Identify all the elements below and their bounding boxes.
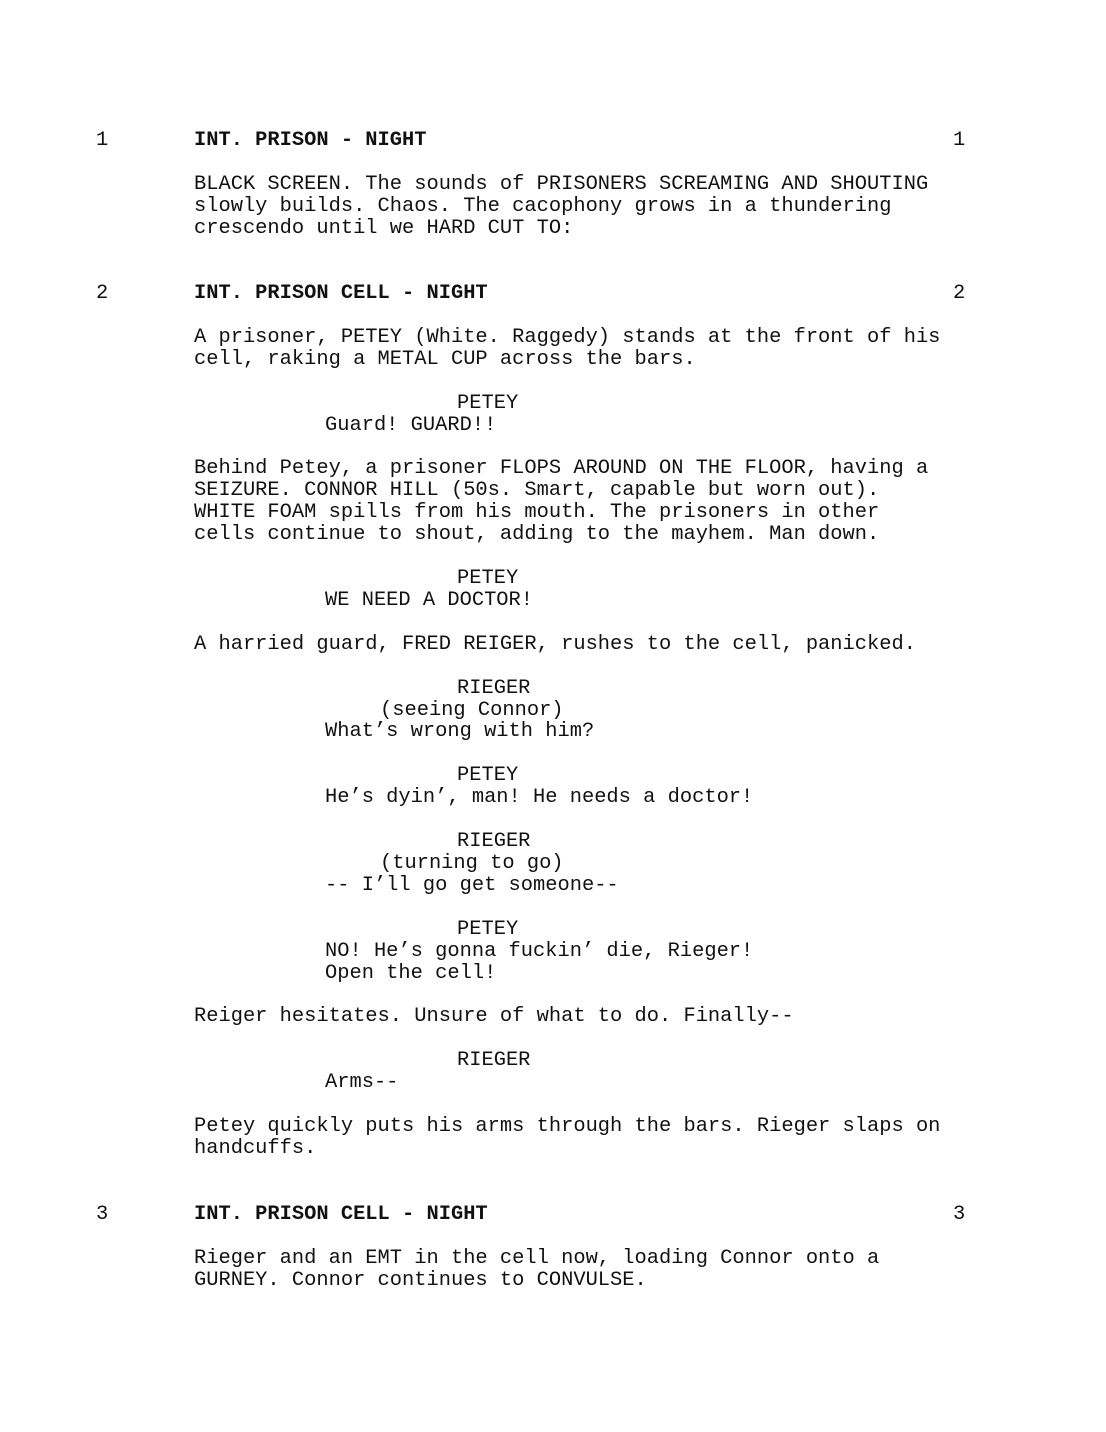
action-text: Reiger hesitates. Unsure of what to do. Finally-- (194, 1005, 794, 1028)
scene-number-left: 2 (96, 282, 109, 305)
dialogue-line: Arms-- (325, 1071, 399, 1094)
scene-number-right: 1 (953, 129, 966, 152)
dialogue-line: WE NEED A DOCTOR! (325, 589, 534, 612)
parenthetical: (turning to go) (380, 852, 564, 875)
action-text: A prisoner, PETEY (White. Raggedy) stands at the front of his cell, raking a METAL CUP across the bars. (194, 326, 941, 371)
scene-heading: INT. PRISON CELL - NIGHT (194, 282, 488, 305)
scene-heading: INT. PRISON - NIGHT (194, 129, 427, 152)
action-text: A harried guard, FRED REIGER, rushes to the cell, panicked. (194, 633, 916, 656)
action-text: BLACK SCREEN. The sounds of PRISONERS SCREAMING AND SHOUTING slowly builds. Chaos. The cacophony grows in a thundering crescendo until we HARD CUT TO: (194, 173, 929, 240)
character-name: PETEY (457, 567, 519, 590)
character-name: PETEY (457, 918, 519, 941)
character-name: RIEGER (457, 1049, 531, 1072)
character-name: PETEY (457, 392, 519, 415)
dialogue-line: -- I’ll go get someone-- (325, 874, 619, 897)
dialogue-line: What’s wrong with him? (325, 720, 595, 743)
action-text: Rieger and an EMT in the cell now, loading Connor onto a GURNEY. Connor continues to CONVULSE. (194, 1247, 880, 1292)
character-name: PETEY (457, 764, 519, 787)
action-text: Petey quickly puts his arms through the bars. Rieger slaps on handcuffs. (194, 1115, 941, 1160)
scene-number-left: 1 (96, 129, 109, 152)
character-name: RIEGER (457, 830, 531, 853)
scene-heading: INT. PRISON CELL - NIGHT (194, 1203, 488, 1226)
scene-number-left: 3 (96, 1203, 109, 1226)
scene-number-right: 3 (953, 1203, 966, 1226)
parenthetical: (seeing Connor) (380, 699, 564, 722)
dialogue-line: Guard! GUARD!! (325, 414, 497, 437)
character-name: RIEGER (457, 677, 531, 700)
dialogue-line: He’s dyin’, man! He needs a doctor! (325, 786, 754, 809)
action-text: Behind Petey, a prisoner FLOPS AROUND ON THE FLOOR, having a SEIZURE. CONNOR HILL (50s. Smart, capable but worn out). WHITE FOAM spills from his mouth. The prisoners in other cells continue to shout, adding to the mayhem. Man down. (194, 457, 929, 546)
dialogue-line: NO! He’s gonna fuckin’ die, Rieger! Open the cell! (325, 940, 754, 985)
scene-number-right: 2 (953, 282, 966, 305)
